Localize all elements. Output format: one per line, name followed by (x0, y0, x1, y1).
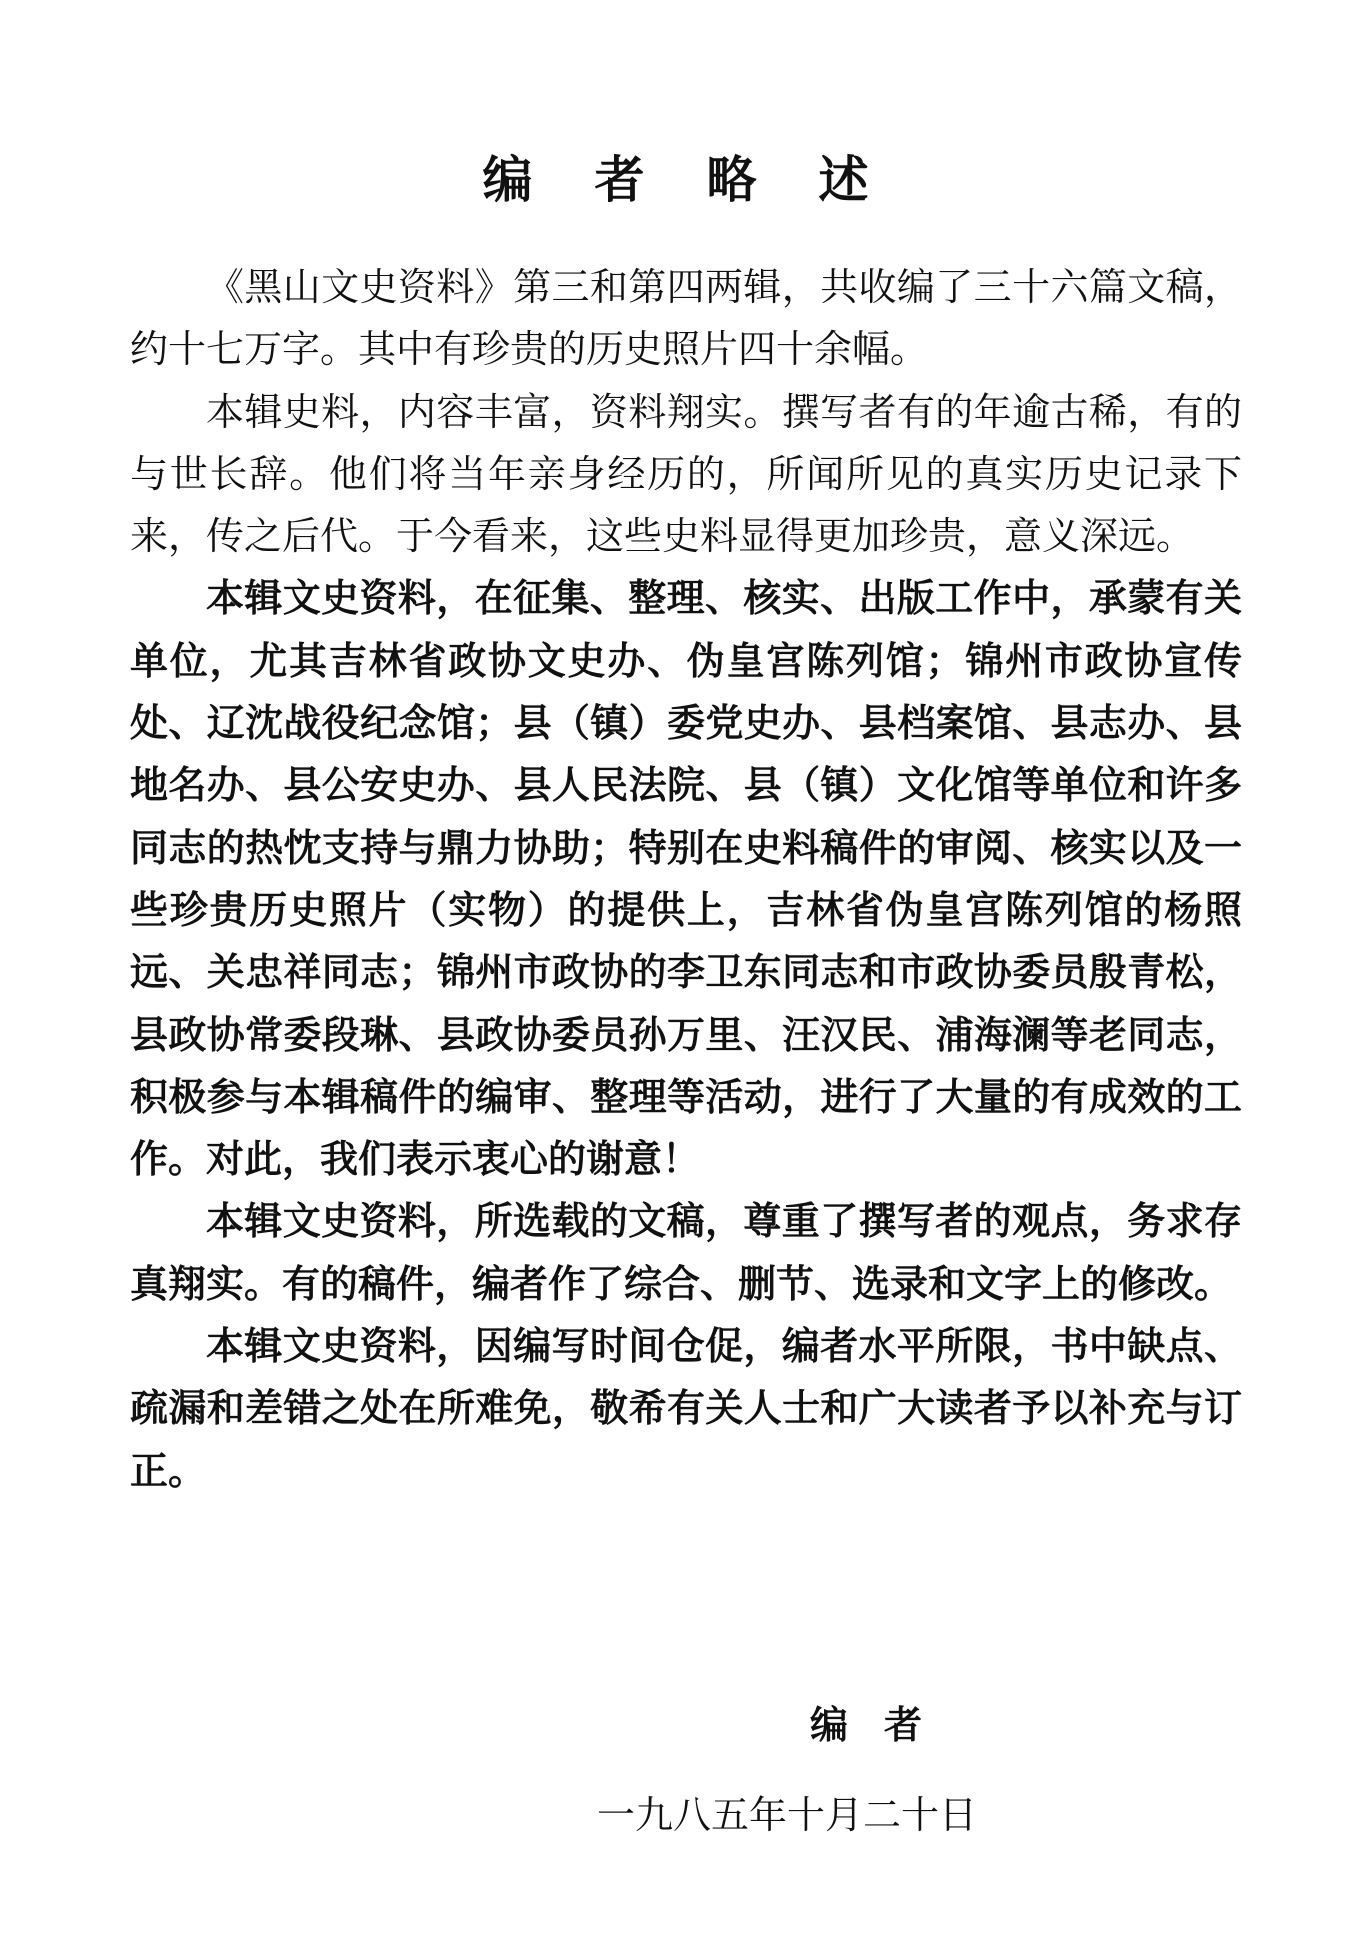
paragraph-4: 本辑文史资料，所选载的文稿，尊重了撰写者的观点，务求存真翔实。有的稿件，编者作了综合、删节、选录和文字上的修改。 (130, 1198, 1242, 1306)
paragraph-1: 《黑山文史资料》第三和第四两辑，共收编了三十六篇文稿，约十七万字。其中有珍贵的历史照片四十余幅。 (130, 265, 1242, 372)
paragraph-2: 本辑史料，内容丰富，资料翔实。撰写者有的年逾古稀，有的与世长辞。他们将当年亲身经历的，所闻所见的真实历史记录下来，传之后代。于今看来，这些史料显得更加珍贵，意义深远。 (130, 389, 1242, 559)
signature: 编者 (810, 1702, 959, 1747)
date: 一九八五年十月二十日 (597, 1793, 978, 1837)
body-text (130, 256, 1242, 1502)
paragraph-3: 本辑文史资料，在征集、整理、核实、出版工作中，承蒙有关单位，尤其吉林省政协文史办、伪皇宫陈列馆；锦州市政协宣传处、辽沈战役纪念馆；县（镇）委党史办、县档案馆、县志办、县地名办、县公安史办、县人民法院、县（镇）文化馆等单位和许多同志的热忱支持与鼎力协助；特别在史料稿件的审阅、核实以及一些珍贵历史照片（实物）的提供上，吉林省伪皇宫陈列馆的杨照远、关忠祥同志；锦州市政协的李卫东同志和市政协委员殷青松，县政协常委段琳、县政协委员孙万里、汪汉民、浦海澜等老同志，积极参与本辑稿件的编审、整理等活动，进行了大量的有成效的工作。对此，我们表示衷心的谢意！ (130, 575, 1242, 1182)
page-title: 编者略述 (482, 150, 931, 209)
paragraph-5: 本辑文史资料，因编写时间仓促，编者水平所限，书中缺点、疏漏和差错之处在所难免，敬希有关人士和广大读者予以补充与订正。 (130, 1323, 1242, 1493)
